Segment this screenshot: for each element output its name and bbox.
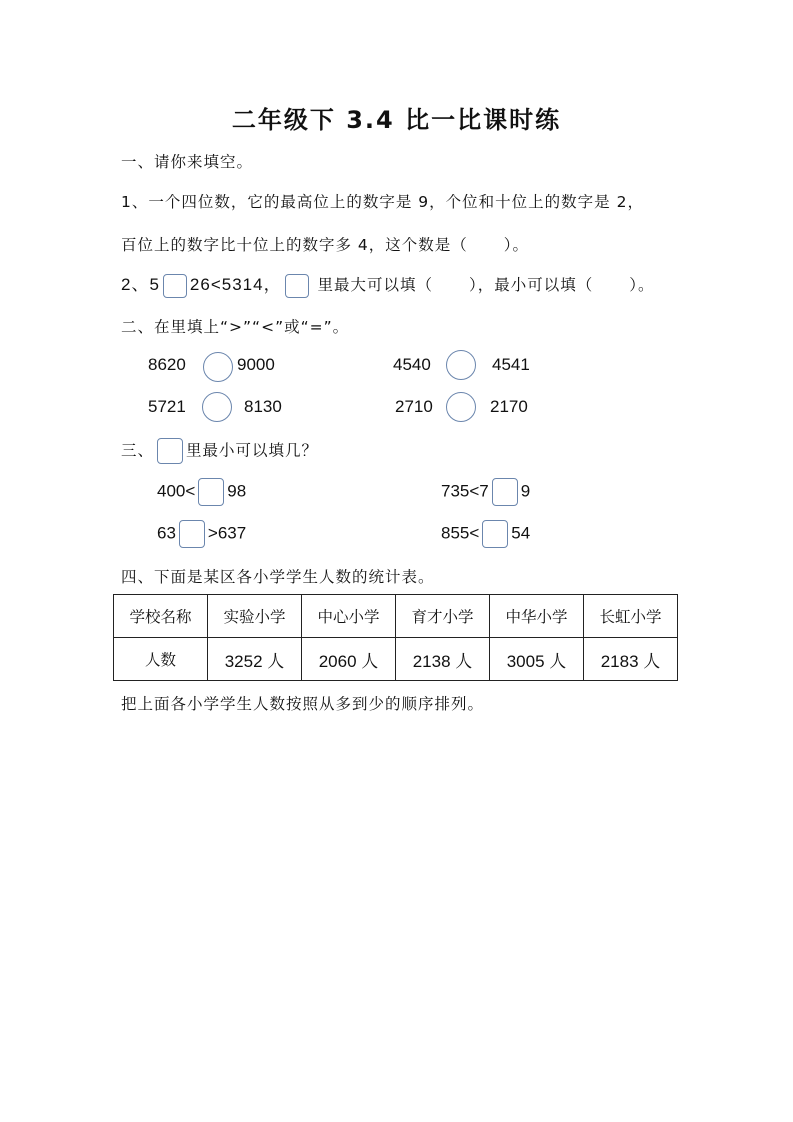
fill-box[interactable]	[157, 438, 183, 464]
fill-after: 54	[511, 523, 531, 543]
section3-heading	[121, 438, 318, 464]
section4-heading: 四、下面是某区各小学学生人数的统计表。	[121, 568, 435, 586]
fill-box[interactable]	[482, 520, 508, 548]
question1-text: 百位上的数字比十位上的数字多 4，这个数是（	[121, 236, 468, 254]
question2	[121, 270, 655, 298]
question2-prefix: 2、5	[121, 275, 160, 294]
fill-box[interactable]	[198, 478, 224, 506]
question2-inequality: 26<5314，	[189, 275, 282, 294]
fill-after: >637	[207, 523, 247, 543]
compare-circle[interactable]	[446, 392, 476, 422]
table-cell: 2060 人	[302, 638, 396, 681]
fill-box[interactable]	[492, 478, 518, 506]
compare-circle[interactable]	[446, 350, 476, 380]
fill-before: 735<7	[441, 481, 489, 501]
compare-left: 5721	[148, 397, 186, 416]
fill-after: 98	[227, 481, 247, 501]
compare-right: 8130	[244, 397, 282, 416]
table-cell: 3005 人	[490, 638, 584, 681]
fill-box[interactable]	[163, 274, 187, 298]
compare-right: 2170	[490, 397, 528, 416]
question1-close: ）。	[503, 236, 530, 254]
compare-right: 9000	[237, 355, 275, 374]
compare-circle[interactable]	[202, 392, 232, 422]
table-header-cell: 育才小学	[396, 595, 490, 638]
section3-prefix: 三、	[121, 441, 155, 460]
student-count-table	[113, 594, 678, 681]
fill-item	[157, 520, 246, 548]
table-header-cell: 实验小学	[208, 595, 302, 638]
table-cell: 3252 人	[208, 638, 302, 681]
section3-text: 里最小可以填几？	[186, 441, 319, 460]
section4-instruction: 把上面各小学学生人数按照从多到少的顺序排列。	[121, 695, 485, 713]
fill-box[interactable]	[179, 520, 205, 548]
question1-line1: 1、一个四位数，它的最高位上的数字是 9，个位和十位上的数字是 2，	[121, 193, 644, 211]
fill-before: 855<	[441, 523, 480, 543]
compare-left: 2710	[395, 397, 433, 416]
section2-heading: 二、在里填上“>”“<”或“=”。	[121, 318, 350, 336]
question2-min-text: ），最小可以填（	[469, 276, 594, 294]
table-header-row	[114, 595, 678, 638]
table-cell: 2138 人	[396, 638, 490, 681]
fill-item	[441, 478, 530, 506]
question2-close: ）。	[629, 276, 655, 294]
table-cell: 人数	[114, 638, 208, 681]
compare-right: 4541	[492, 355, 530, 374]
compare-left: 8620	[148, 355, 186, 374]
section1-heading: 一、请你来填空。	[121, 153, 254, 171]
fill-box[interactable]	[285, 274, 309, 298]
fill-item	[441, 520, 530, 548]
fill-item	[157, 478, 246, 506]
fill-after: 9	[520, 481, 531, 501]
table-cell: 2183 人	[584, 638, 678, 681]
compare-left: 4540	[393, 355, 431, 374]
table-header-cell: 长虹小学	[584, 595, 678, 638]
fill-before: 400<	[157, 481, 196, 501]
question1-line2	[121, 233, 529, 255]
table-row	[114, 638, 678, 681]
question2-max-text: 里最大可以填（	[317, 276, 434, 294]
table-header-cell: 学校名称	[114, 595, 208, 638]
table-header-cell: 中心小学	[302, 595, 396, 638]
fill-before: 63	[157, 523, 176, 543]
compare-circle[interactable]	[203, 352, 233, 382]
page-title: 二年级下 3.4 比一比课时练	[231, 106, 562, 134]
table-header-cell: 中华小学	[490, 595, 584, 638]
